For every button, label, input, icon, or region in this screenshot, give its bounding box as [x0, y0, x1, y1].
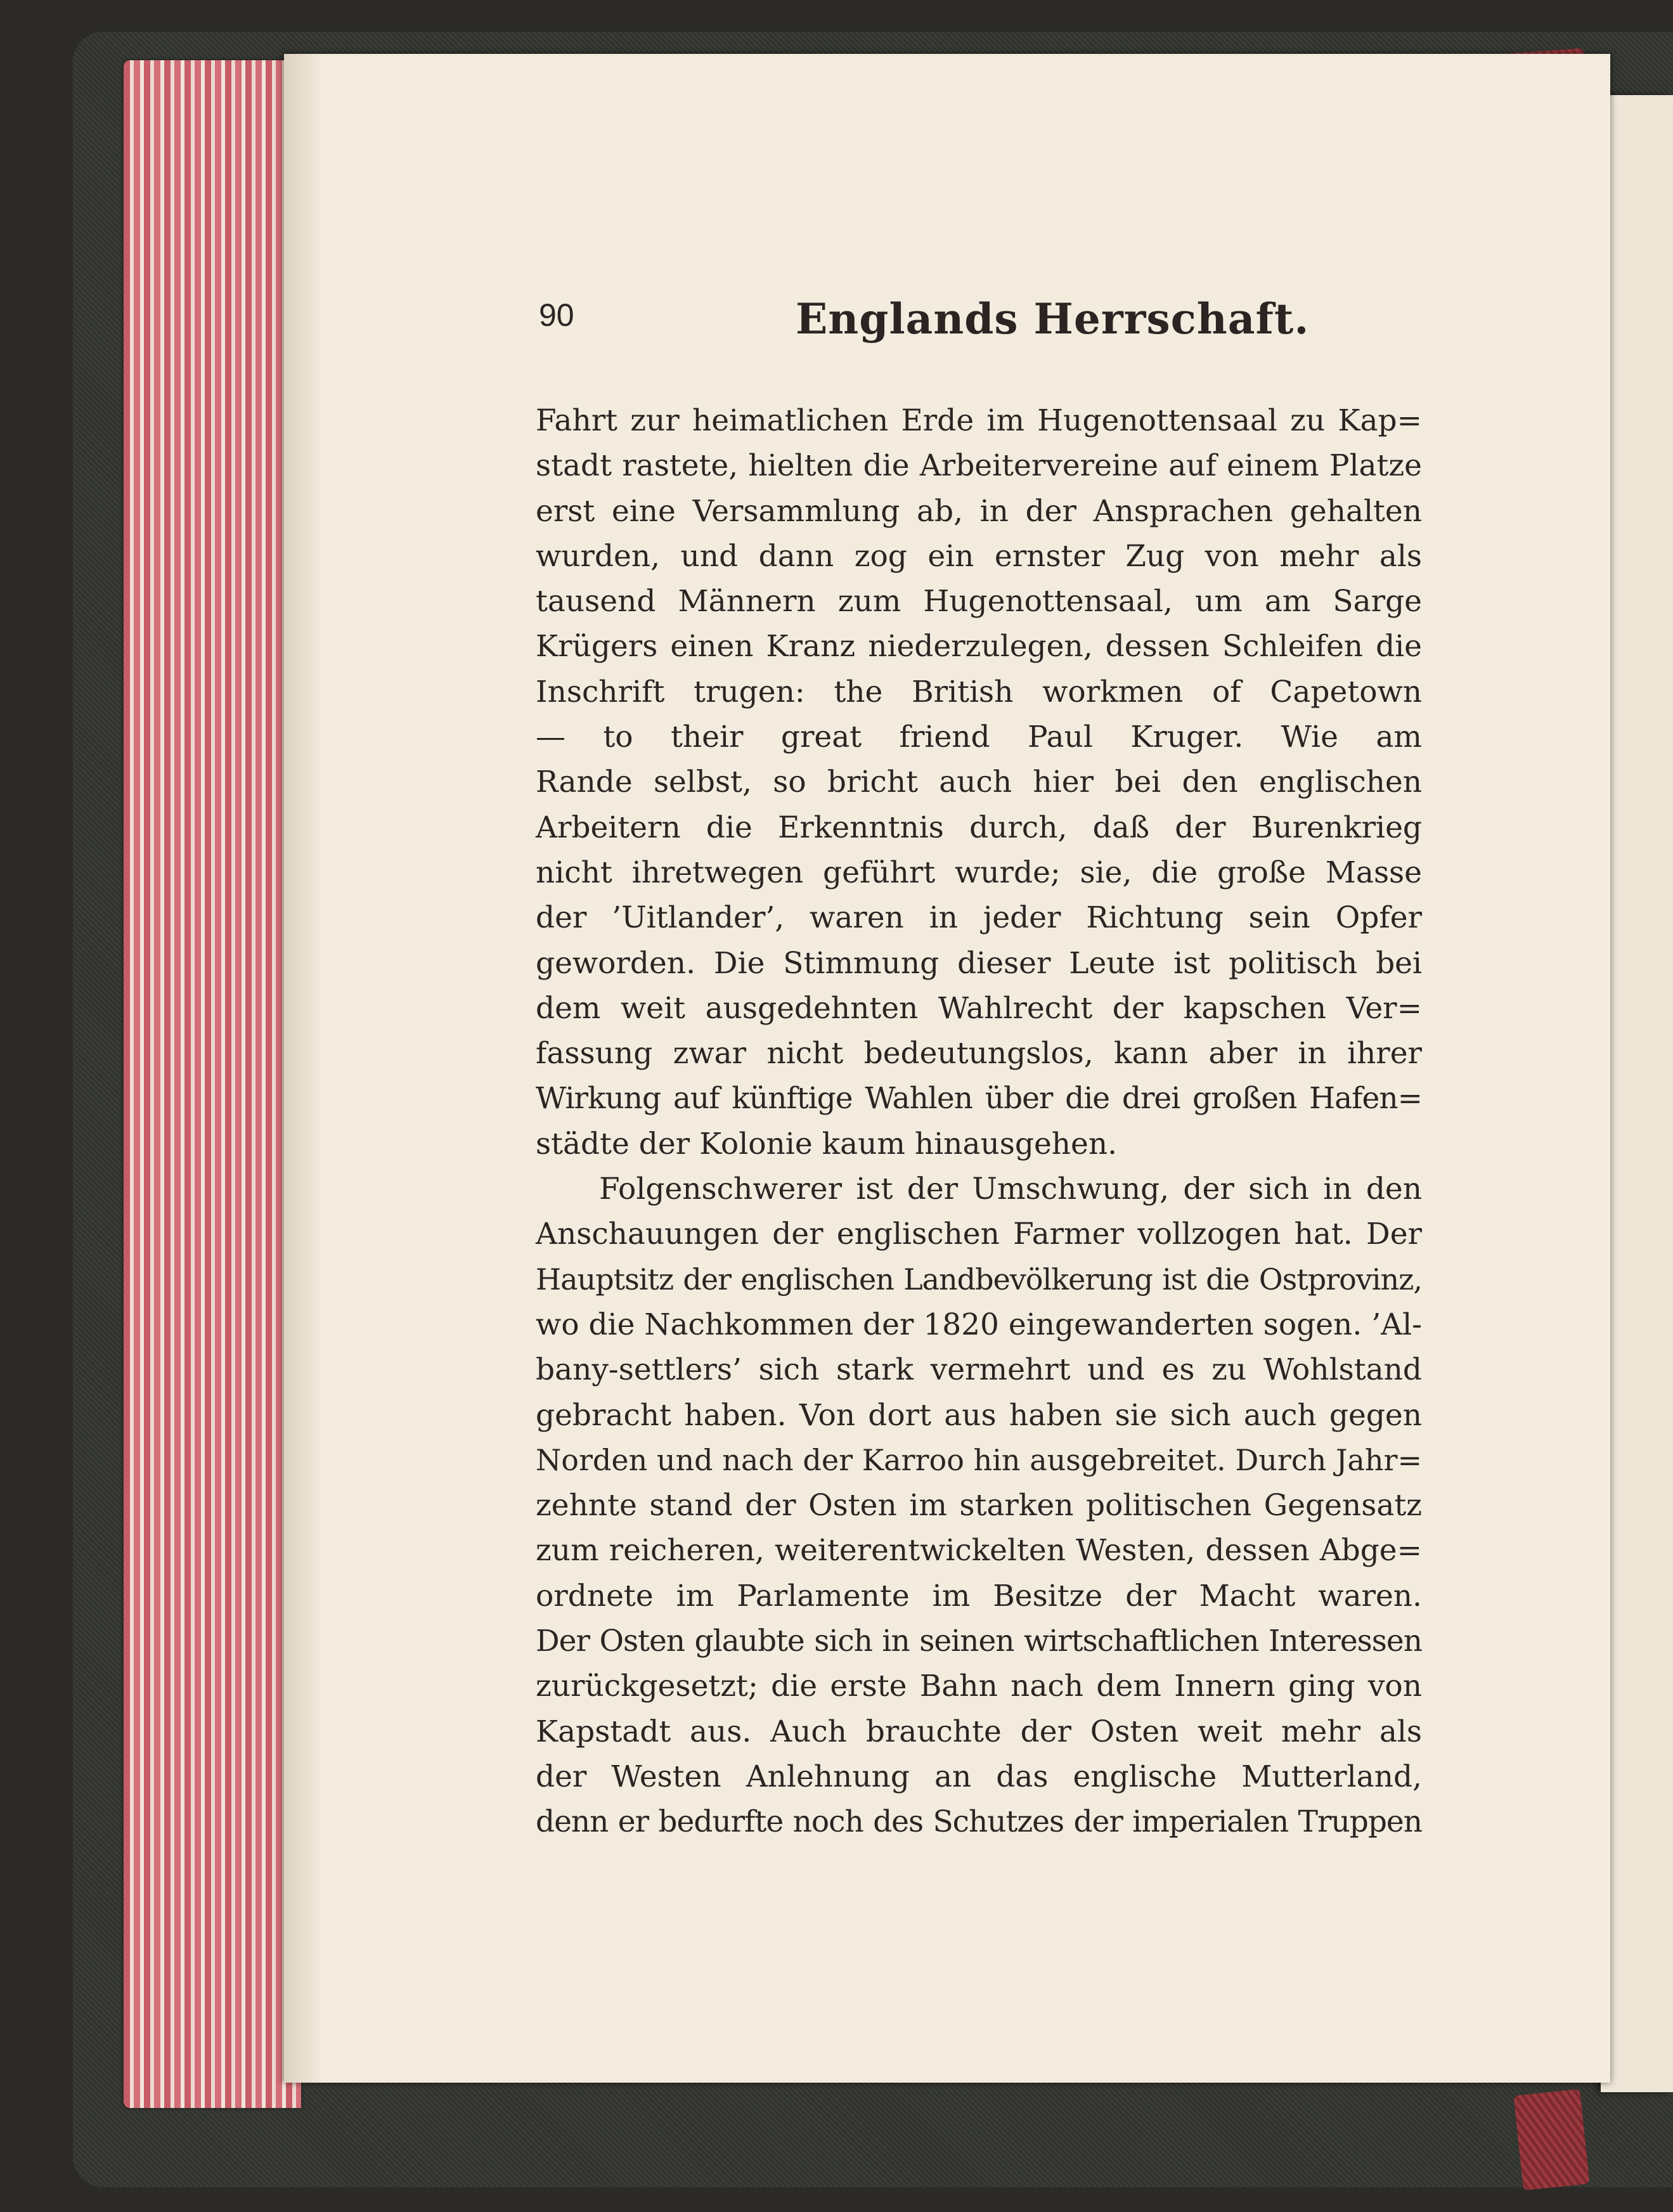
text-line: dem weit ausgedehnten Wahlrecht der kapschen Ver=	[536, 990, 1422, 1026]
text-line: Rande selbst, so bricht auch hier bei den englischen	[536, 765, 1422, 800]
text-line: gebracht haben. Von dort aus haben sie sich auch gegen	[536, 1397, 1422, 1433]
text-line: ordnete im Parlamente im Besitze der Macht waren.	[536, 1578, 1422, 1614]
text-line: nicht ihretwegen geführt wurde; sie, die große Masse	[536, 855, 1422, 890]
page-edges	[124, 60, 301, 2108]
facing-page	[1601, 95, 1673, 2092]
text-line: wurden, und dann zog ein ernster Zug von mehr als	[536, 538, 1422, 574]
text-line: Fahrt zur heimatlichen Erde im Hugenottensaal zu Kap=	[536, 403, 1422, 438]
running-title: Englands Herrschaft.	[796, 294, 1310, 344]
text-line: städte der Kolonie kaum hinausgehen.	[536, 1126, 1118, 1161]
ribbon-bookmark-end	[1513, 2089, 1589, 2190]
text-line: denn er bedurfte noch des Schutzes der imperialen Truppen	[536, 1804, 1422, 1840]
running-head	[539, 294, 1426, 347]
text-line: Inschrift trugen: the British workmen of Capetown	[536, 674, 1422, 709]
text-line: bany-settlers’ sich stark vermehrt und es zu Wohlstand	[536, 1352, 1422, 1388]
text-line: Folgenschwerer ist der Umschwung, der sich in den	[599, 1172, 1422, 1207]
text-line: zehnte stand der Osten im starken politischen Gegensatz	[536, 1488, 1422, 1523]
text-line: der ’Uitlander’, waren in jeder Richtung sein Opfer	[536, 900, 1422, 936]
body-text	[536, 398, 1422, 1845]
text-line: zurückgesetzt; die erste Bahn nach dem Innern ging von	[536, 1669, 1422, 1704]
text-line: Arbeitern die Erkenntnis durch, daß der Burenkrieg	[536, 810, 1422, 845]
text-line: Krügers einen Kranz niederzulegen, dessen Schleifen die	[536, 629, 1422, 664]
text-line: Der Osten glaubte sich in seinen wirtschaftlichen Interessen	[536, 1624, 1422, 1659]
text-line: erst eine Versammlung ab, in der Ansprachen gehalten	[536, 493, 1422, 529]
text-line: Kapstadt aus. Auch brauchte der Osten weit mehr als	[536, 1714, 1422, 1749]
text-line: der Westen Anlehnung an das englische Mutterland,	[536, 1759, 1422, 1794]
page-number: 90	[539, 297, 574, 333]
text-line: Hauptsitz der englischen Landbevölkerung ist die Ostprovinz,	[536, 1262, 1422, 1297]
text-line: Norden und nach der Karroo hin ausgebreitet. Durch Jahr=	[536, 1442, 1422, 1477]
text-line: fassung zwar nicht bedeutungslos, kann aber in ihrer	[536, 1036, 1422, 1071]
text-line: tausend Männern zum Hugenottensaal, um am Sarge	[536, 584, 1422, 619]
text-line: Anschauungen der englischen Farmer vollzogen hat. Der	[536, 1217, 1422, 1252]
text-line: — to their great friend Paul Kruger. Wie am	[536, 720, 1422, 755]
text-line: Wirkung auf künftige Wahlen über die drei großen Hafen=	[536, 1081, 1422, 1116]
text-line: wo die Nachkommen der 1820 eingewanderten sogen. ’Al-	[536, 1307, 1422, 1342]
text-line: stadt rastete, hielten die Arbeitervereine auf einem Platze	[536, 448, 1422, 484]
text-line: geworden. Die Stimmung dieser Leute ist politisch bei	[536, 945, 1422, 981]
text-line: zum reicheren, weiterentwickelten Westen, dessen Abge=	[536, 1533, 1422, 1568]
